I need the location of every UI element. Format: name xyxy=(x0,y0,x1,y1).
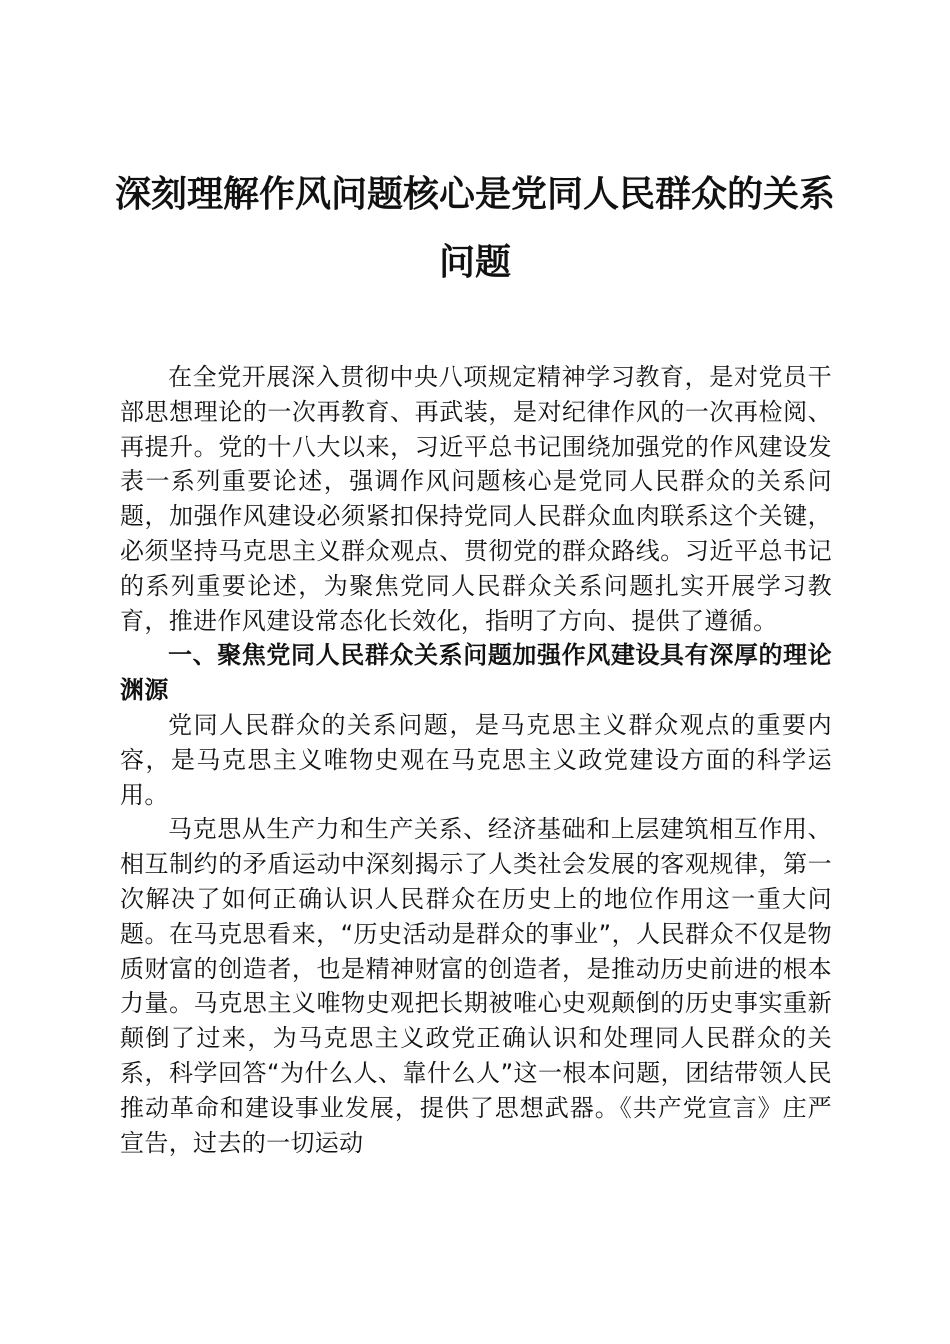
document-title-line-2: 问题 xyxy=(438,241,511,283)
body-paragraph: 马克思从生产力和生产关系、经济基础和上层建筑相互作用、相互制约的矛盾运动中深刻揭示了人类社会发展的客观规律，第一次解决了如何正确认识人民群众在历史上的地位作用这一重大问题。在马克思看来，“历史活动是群众的事业”，人民群众不仅是物质财富的创造者，也是精神财富的创造者，是推动历史前进的根本力量。马克思主义唯物史观把长期被唯心史观颠倒的历史事实重新颠倒了过来，为马克思主义政党正确认识和处理同人民群众的关系，科学回答“为什么人、靠什么人”这一根本问题，团结带领人民推动革命和建设事业发展，提供了思想武器。《共产党宣言》庄严宣告，过去的一切运动 xyxy=(120,815,832,1157)
document-body xyxy=(120,360,832,1160)
body-paragraph: 党同人民群众的关系问题，是马克思主义群众观点的重要内容，是马克思主义唯物史观在马克思主义政党建设方面的科学运用。 xyxy=(120,710,832,809)
section-heading-1: 一、聚焦党同人民群众关系问题加强作风建设具有深厚的理论渊源 xyxy=(120,641,832,705)
intro-paragraph: 在全党开展深入贯彻中央八项规定精神学习教育，是对党员干部思想理论的一次再教育、再武装，是对纪律作风的一次再检阅、再提升。党的十八大以来，习近平总书记围绕加强党的作风建设发表一系列重要论述，强调作风问题核心是党同人民群众的关系问题，加强作风建设必须紧扣保持党同人民群众血肉联系这个关键，必须坚持马克思主义群众观点、贯彻党的群众路线。习近平总书记的系列重要论述，为聚焦党同人民群众关系问题扎实开展学习教育，推进作风建设常态化长效化，指明了方向、提供了遵循。 xyxy=(120,363,832,635)
document-title-line-1: 深刻理解作风问题核心是党同人民群众的关系 xyxy=(114,173,835,215)
